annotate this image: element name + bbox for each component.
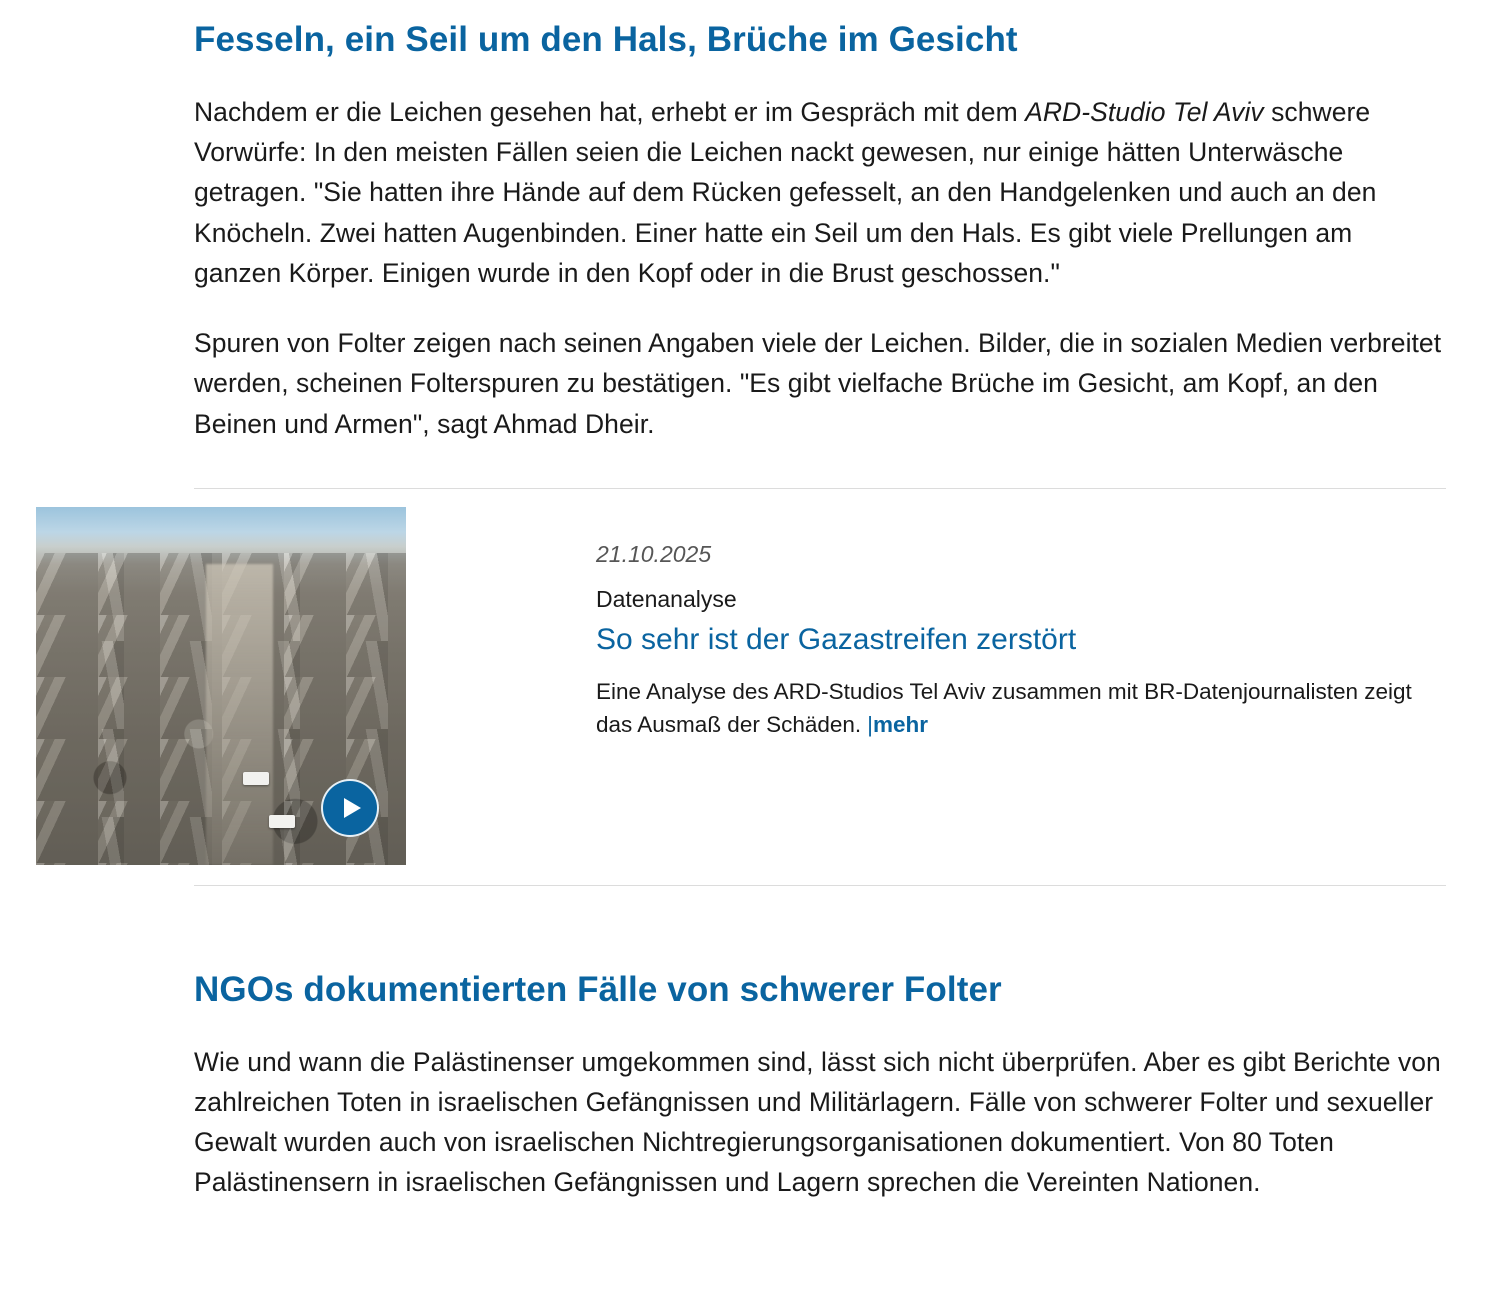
teaser-title-link[interactable]: So sehr ist der Gazastreifen zerstört — [596, 622, 1077, 656]
vehicle-marker — [243, 772, 269, 785]
section-heading-ngos: NGOs dokumentierten Fälle von schwerer Folter — [194, 969, 1002, 1009]
section1-paragraph-2: Spuren von Folter zeigen nach seinen Angaben viele der Leichen. Bilder, die in sozialen Medien verbreitet werden, scheinen Folterspuren zu bestätigen. "Es gibt vielfache Brüche im Gesicht, am Kopf, an den Beinen und Armen", sagt Ahmad Dheir. — [194, 328, 1442, 439]
ard-studio-emphasis: ARD-Studio Tel Aviv — [1025, 96, 1264, 127]
teaser-text-body: Eine Analyse des ARD-Studios Tel Aviv zusammen mit BR-Datenjournalisten zeigt das Ausmaß der Schäden. — [596, 679, 1412, 737]
play-icon[interactable] — [321, 779, 379, 837]
teaser-more-link[interactable]: mehr — [873, 712, 929, 737]
teaser-body — [406, 507, 1446, 742]
section1-paragraph-1-part-2: schwere Vorwürfe: In den meisten Fällen seien die Leichen nackt gewesen, nur einige hätten Unterwäsche getragen. "Sie hatten ihre Hände auf dem Rücken gefesselt, an den Handgelenken und auch an den Knöcheln. Zwei hatten Augenbinden. Einer hatte ein Seil um den Hals. Es gibt viele Prellungen am ganzen Körper. Einigen wurde in den Kopf oder in die Brust geschossen." — [194, 96, 1377, 288]
heading-spacer-2 — [194, 1012, 1446, 1042]
teaser-kicker: Datenanalyse — [596, 585, 737, 612]
teaser-video-thumbnail[interactable] — [36, 507, 406, 865]
section1-paragraph-1 — [194, 92, 1446, 293]
teaser-container — [194, 488, 1446, 886]
teaser-gap — [194, 886, 1446, 950]
teaser-gazastreifen[interactable] — [194, 489, 1446, 885]
section2-paragraph-1: Wie und wann die Palästinenser umgekommen sind, lässt sich nicht überprüfen. Aber es gibt Berichte von zahlreichen Toten in israelischen Gefängnissen und Militärlagern. Fälle von schwerer Folter und sexueller Gewalt wurden auch von israelischen Nichtregierungsorganisationen dokumentiert. Von 80 Toten Palästinensern in israelischen Gefängnissen und Lagern sprechen die Vereinten Nationen. — [194, 1046, 1441, 1198]
play-triangle — [344, 798, 361, 818]
teaser-date: 21.10.2025 — [596, 540, 712, 567]
heading-spacer — [194, 62, 1446, 92]
section1-paragraph-1-part-1: Nachdem er die Leichen gesehen hat, erhebt er im Gespräch mit dem — [194, 96, 1026, 127]
more-separator: | — [867, 712, 874, 737]
teaser-text — [596, 676, 1446, 741]
section-heading-fesseln: Fesseln, ein Seil um den Hals, Brüche im Gesicht — [194, 20, 1018, 59]
vehicle-marker — [269, 815, 295, 828]
